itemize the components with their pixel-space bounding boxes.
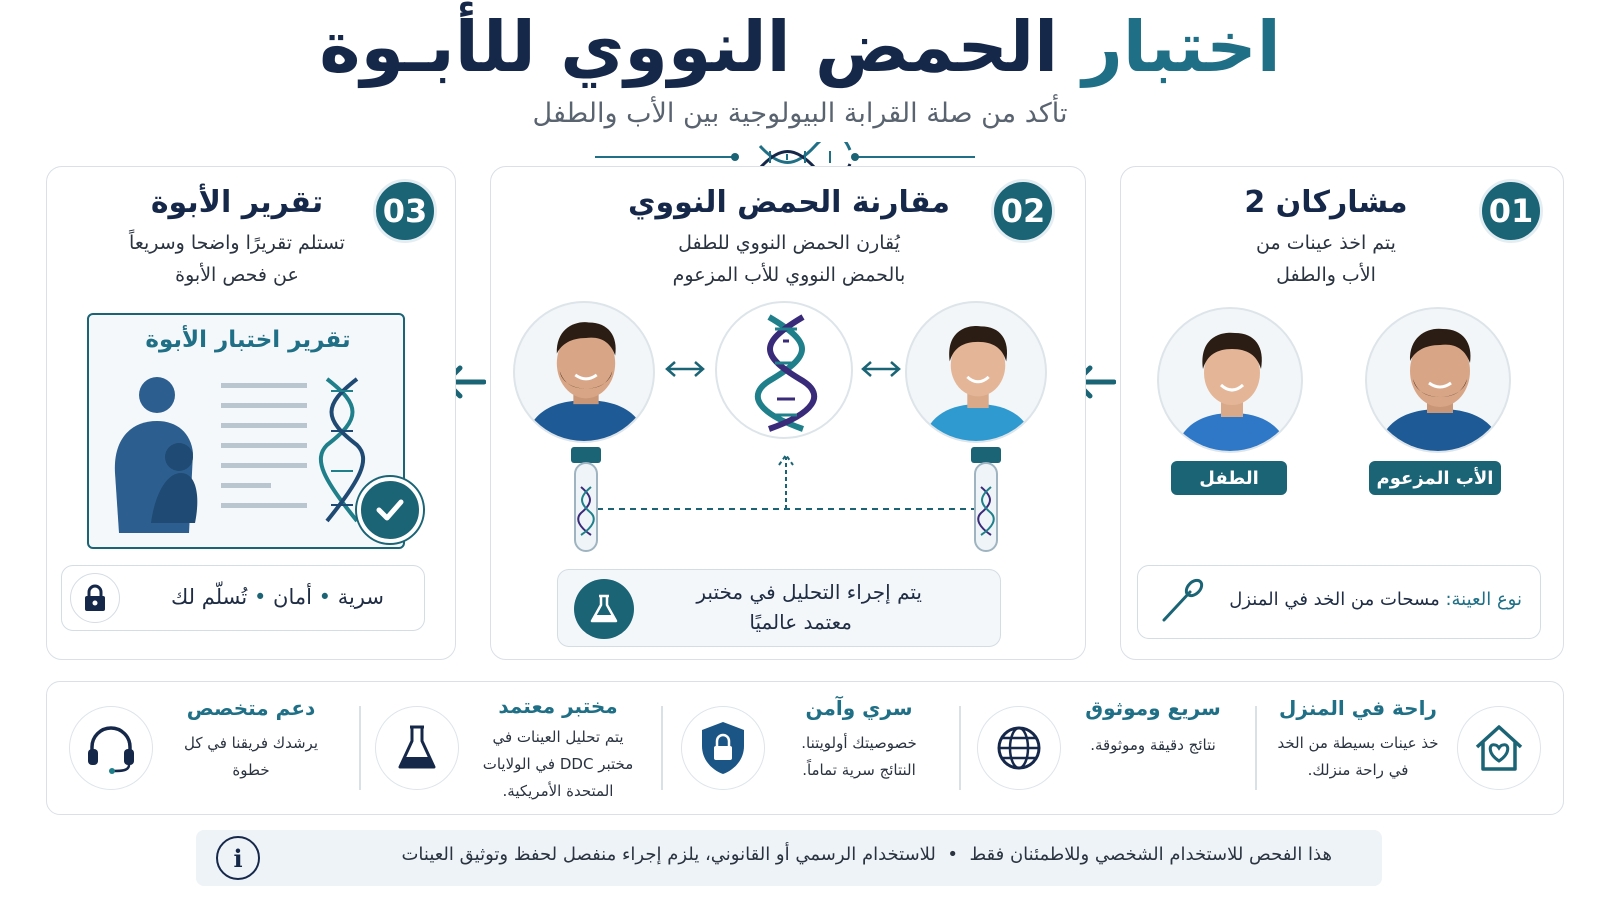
step-1-desc-1: يتم اخذ عينات من xyxy=(1256,232,1396,254)
feature-home-line-2: في راحة منزلك. xyxy=(1307,761,1409,779)
title-rest: الحمض النووي للأبـوة xyxy=(319,6,1083,88)
report-line xyxy=(221,503,307,508)
feature-lab xyxy=(363,682,657,816)
report-line xyxy=(221,423,307,428)
feature-support-line-1: يرشدك فريقنا في كل xyxy=(183,734,319,752)
step-2-card xyxy=(490,166,1086,660)
sample-tubes-diagram xyxy=(551,447,1011,557)
sample-type-value: مسحات من الخد في المنزل xyxy=(1229,589,1446,610)
child-label: الطفل xyxy=(1171,461,1287,495)
compare-dna-circle xyxy=(715,301,853,439)
features-strip xyxy=(46,681,1564,815)
feature-support-icon-wrap xyxy=(69,706,153,790)
feature-separator xyxy=(359,706,361,790)
lab-info-box xyxy=(557,569,1001,647)
child-avatar-icon xyxy=(1159,309,1303,453)
feature-secure-icon-wrap xyxy=(681,706,765,790)
father-portrait xyxy=(1365,307,1511,453)
feature-fast-icon-wrap xyxy=(977,706,1061,790)
privacy-items: سرية • أمان • تُسلّم لك xyxy=(170,585,384,609)
step-1-title: مشاركان 2 xyxy=(1244,185,1408,220)
double-arrow-icon-left xyxy=(663,359,707,379)
lab-info-line-1: يتم إجراء التحليل في مختبر xyxy=(696,580,922,604)
feature-lab-title: مختبر معتمد xyxy=(498,694,618,718)
flask-icon xyxy=(587,592,621,626)
feature-home xyxy=(1263,682,1563,816)
privacy-box xyxy=(61,565,425,631)
step-3-desc-1: تستلم تقريرًا واضحا وسريعاً xyxy=(129,232,345,254)
feature-fast-line-1: نتائج دقيقة وموثوقة. xyxy=(1090,736,1216,754)
step-2-title: مقارنة الحمض النووي xyxy=(627,185,950,220)
feature-fast-title: سريع وموثوق xyxy=(1085,696,1221,720)
disclaimer-part-1: هذا الفحص للاستخدام الشخصي وللاطمئنان فقط xyxy=(969,844,1332,865)
lock-badge xyxy=(70,573,120,623)
feature-home-line-1: خذ عينات بسيطة من الخد xyxy=(1277,734,1439,752)
step-1-number: 01 xyxy=(1479,179,1543,243)
home-heart-icon xyxy=(1473,723,1525,773)
feature-secure xyxy=(665,682,955,816)
feature-secure-title: سري وآمن xyxy=(805,696,913,720)
globe-icon xyxy=(994,723,1044,773)
dna-helix-icon xyxy=(717,303,853,439)
father-label: الأب المزعوم xyxy=(1369,461,1501,495)
feature-separator xyxy=(661,706,663,790)
step-2-number: 02 xyxy=(991,179,1055,243)
feature-support-title: دعم متخصص xyxy=(186,696,316,720)
privacy-item-2: أمان xyxy=(273,585,312,609)
step-1-desc-2: الأب والطفل xyxy=(1276,264,1376,286)
privacy-item-1: سرية xyxy=(337,585,384,609)
feature-lab-line-1: يتم تحليل العينات في xyxy=(492,728,624,746)
lab-info-line-2: معتمد عالميًا xyxy=(749,610,852,634)
feature-secure-line-2: النتائج سرية تماماً. xyxy=(802,761,916,779)
shield-lock-icon xyxy=(698,720,748,776)
headset-icon xyxy=(84,721,138,775)
feature-fast xyxy=(963,682,1253,816)
compare-father-avatar-icon xyxy=(515,303,655,443)
report-line xyxy=(221,443,307,448)
feature-lab-line-3: المتحدة الأمريكية. xyxy=(502,782,614,800)
compare-child-portrait xyxy=(905,301,1047,443)
info-icon: i xyxy=(216,836,260,880)
sample-type-label: نوع العينة: xyxy=(1445,589,1522,610)
disclaimer-text: هذا الفحص للاستخدام الشخصي وللاطمئنان فقط • للاستخدام الرسمي أو القانوني، يلزم إجراء منفصل لحفظ وتوثيق العينات xyxy=(401,844,1332,865)
step-3-number: 03 xyxy=(373,179,437,243)
feature-home-title: راحة في المنزل xyxy=(1279,696,1437,720)
disclaimer-bar xyxy=(196,830,1382,886)
report-line xyxy=(221,463,307,468)
feature-support xyxy=(61,682,353,816)
flask-icon xyxy=(395,723,439,773)
sample-type-box xyxy=(1137,565,1541,639)
feature-secure-line-1: خصوصيتك أولويتنا. xyxy=(801,734,917,752)
step-2-desc-1: يُقارن الحمض النووي للطفل xyxy=(678,232,900,254)
report-document-title: تقرير اختبار الأبوة xyxy=(145,327,351,353)
father-avatar-icon xyxy=(1367,309,1511,453)
page-subtitle: تأكد من صلة القرابة البيولوجية بين الأب والطفل xyxy=(532,98,1068,129)
feature-separator xyxy=(959,706,961,790)
child-portrait xyxy=(1157,307,1303,453)
page-title xyxy=(0,6,1600,88)
compare-father-portrait xyxy=(513,301,655,443)
swab-icon xyxy=(1156,578,1204,626)
privacy-item-3: تُسلّم لك xyxy=(170,585,248,609)
report-line xyxy=(221,483,271,488)
report-line xyxy=(221,383,307,388)
compare-child-avatar-icon xyxy=(907,303,1047,443)
father-child-silhouette-icon xyxy=(97,373,207,533)
feature-lab-icon-wrap xyxy=(375,706,459,790)
disclaimer-part-2: للاستخدام الرسمي أو القانوني، يلزم إجراء منفصل لحفظ وتوثيق العينات xyxy=(401,844,936,865)
step-2-desc-2: بالحمض النووي للأب المزعوم xyxy=(672,264,906,286)
double-arrow-icon-right xyxy=(859,359,903,379)
lab-flask-badge xyxy=(574,579,634,639)
check-badge-icon xyxy=(357,477,423,543)
feature-separator xyxy=(1255,706,1257,790)
feature-support-line-2: خطوة xyxy=(232,761,270,779)
step-3-desc-2: عن فحص الأبوة xyxy=(175,264,299,286)
feature-lab-line-2: مختبر DDC في الولايات xyxy=(482,755,634,773)
sample-type-text xyxy=(1229,589,1522,610)
feature-home-icon-wrap xyxy=(1457,706,1541,790)
step-3-card xyxy=(46,166,456,660)
report-line xyxy=(221,403,307,408)
title-accent: اختبار xyxy=(1082,6,1281,88)
step-1-card xyxy=(1120,166,1564,660)
step-3-title: تقرير الأبوة xyxy=(150,185,324,220)
lock-icon xyxy=(82,583,108,613)
